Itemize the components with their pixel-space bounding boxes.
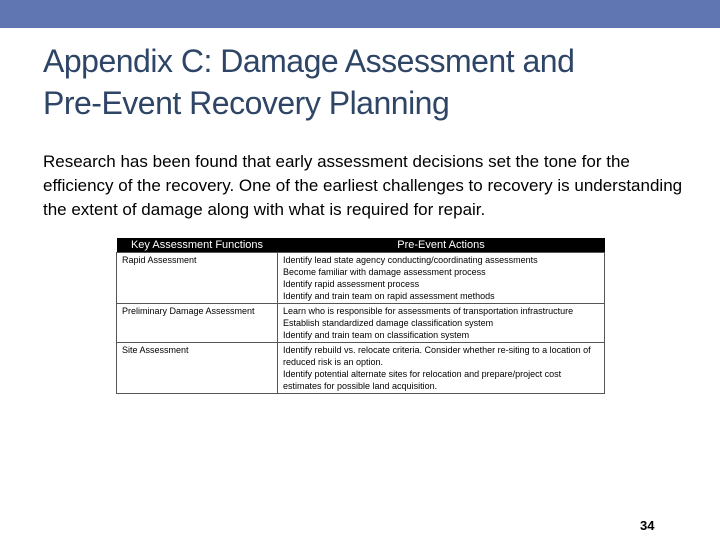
function-cell: Rapid Assessment	[117, 253, 278, 304]
assessment-table	[116, 238, 605, 394]
action-item: Identify potential alternate sites for relocation and prepare/project cost estimates for possible land acquisition.	[283, 369, 562, 391]
actions-cell	[278, 253, 605, 304]
top-banner	[0, 0, 720, 28]
function-cell: Site Assessment	[117, 343, 278, 394]
title-line-1: Appendix C: Damage Assessment and	[43, 43, 575, 79]
table-row	[117, 343, 605, 394]
table-header-row	[117, 238, 605, 253]
header-actions: Pre-Event Actions	[278, 238, 605, 253]
table-row	[117, 253, 605, 304]
title-line-2: Pre-Event Recovery Planning	[43, 85, 450, 121]
header-functions: Key Assessment Functions	[117, 238, 278, 253]
function-cell: Preliminary Damage Assessment	[117, 304, 278, 343]
action-item: Identify and train team on rapid assessment methods	[283, 291, 495, 301]
action-item: Become familiar with damage assessment process	[283, 267, 486, 277]
action-item: Identify lead state agency conducting/coordinating assessments	[283, 255, 538, 265]
slide-body-text: Research has been found that early assessment decisions set the tone for the efficiency of the recovery. One of the earliest challenges to recovery is understanding the extent of damage along with what is required for repair.	[43, 152, 683, 219]
page-number: 34	[640, 518, 655, 533]
action-item: Identify rapid assessment process	[283, 279, 420, 289]
action-item: Establish standardized damage classification system	[283, 318, 494, 328]
action-item: Learn who is responsible for assessments of transportation infrastructure	[283, 306, 574, 316]
table-row	[117, 304, 605, 343]
slide-title	[43, 40, 703, 124]
action-item: Identify rebuild vs. relocate criteria. Consider whether re-siting to a location of reduced risk is an option.	[283, 345, 591, 367]
actions-cell	[278, 343, 605, 394]
action-item: Identify and train team on classification system	[283, 330, 470, 340]
actions-cell	[278, 304, 605, 343]
